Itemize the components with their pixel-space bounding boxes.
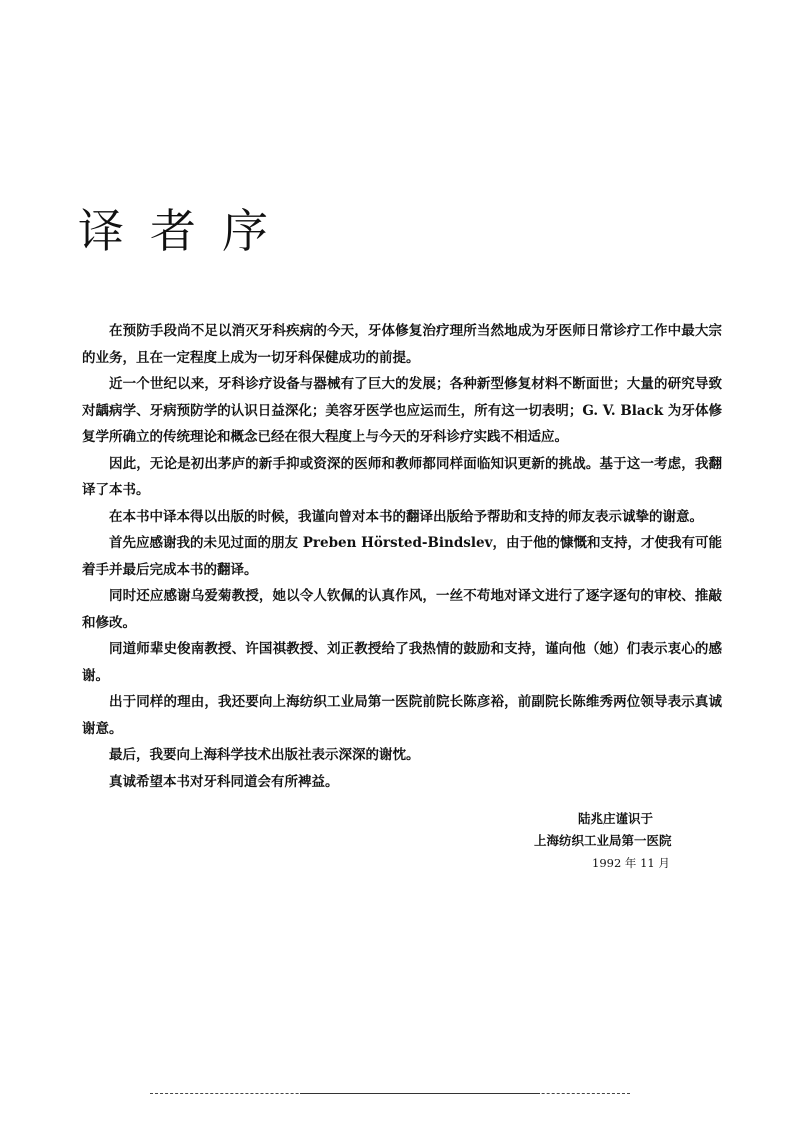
preface-paragraph: 在预防手段尚不足以消灭牙科疾病的今天，牙体修复治疗理所当然地成为牙医师日常诊疗工作中最大宗的业务，且在一定程度上成为一切牙科保健成功的前提。 bbox=[82, 323, 722, 366]
signature-date: 1992 年 11 月 bbox=[592, 856, 670, 870]
signature-institution: 上海纺织工业局第一医院 bbox=[534, 833, 672, 848]
footer-divider-solid bbox=[300, 1093, 540, 1094]
preface-paragraph: 首先应感谢我的未见过面的朋友 Preben Hörsted-Bindslev，由于他的慷慨和支持，才使我有可能着手并最后完成本书的翻译。 bbox=[82, 535, 722, 578]
preface-paragraph: 因此，无论是初出茅庐的新手抑或资深的医师和教师都同样面临知识更新的挑战。基于这一考虑，我翻译了本书。 bbox=[82, 455, 722, 498]
signature-block bbox=[480, 808, 720, 874]
preface-paragraph: 近一个世纪以来，牙科诊疗设备与器械有了巨大的发展；各种新型修复材料不断面世；大量的研究导致对龋病学、牙病预防学的认识日益深化；美容牙医学也应运而生，所有这一切表明；G. V. Black 为牙体修复学所确立的传统理论和概念已经在很大程度上与今天的牙科诊疗实践不相适应。 bbox=[82, 376, 722, 445]
preface-paragraph: 最后，我要向上海科学技术出版社表示深深的谢忱。 bbox=[109, 747, 420, 763]
preface-paragraph: 同时还应感谢乌爱菊教授，她以令人钦佩的认真作风，一丝不苟地对译文进行了逐字逐句的审校、推敲和修改。 bbox=[82, 588, 722, 631]
preface-paragraph: 出于同样的理由，我还要向上海纺织工业局第一医院前院长陈彦裕，前副院长陈维秀两位领导表示真诚谢意。 bbox=[82, 694, 722, 737]
signature-translator: 陆兆庄谨识于 bbox=[578, 811, 654, 826]
preface-paragraph: 在本书中译本得以出版的时候，我谨向曾对本书的翻译出版给予帮助和支持的师友表示诚挚的谢意。 bbox=[109, 508, 703, 525]
page-title: 译者序 bbox=[78, 204, 294, 258]
preface-paragraph: 同道师辈史俊南教授、许国祺教授、刘正教授给了我热情的鼓励和支持，谨向他（她）们表示衷心的感谢。 bbox=[82, 641, 722, 684]
preface-body bbox=[82, 318, 722, 795]
preface-paragraph: 真诚希望本书对牙科同道会有所裨益。 bbox=[109, 773, 339, 790]
